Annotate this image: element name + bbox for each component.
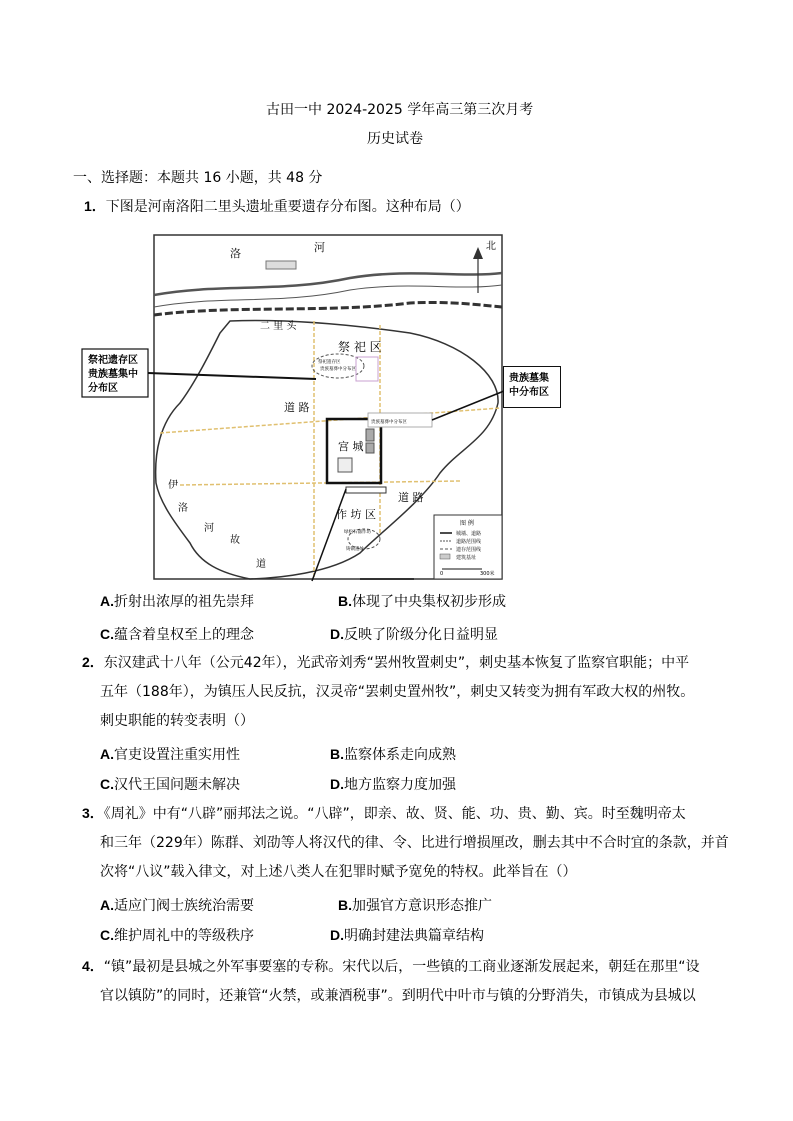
callout-left-line: 贵族墓集中 [88,369,138,380]
building-foundation [338,458,352,472]
option-letter: D. [330,927,344,943]
map-label-workshop-area: 作 坊 区 [336,508,376,521]
option-text: 适应门阀士族统治需要 [114,898,254,914]
question-text-line: “镇”最初是县城之外军事要塞的专称。宋代以后，一些镇的工商业逐渐发展起来，朝廷在那里“设 [103,959,700,975]
map-label-yi: 伊 [168,480,178,491]
option-letter: A. [100,897,114,913]
map-label-he-2: 河 [204,523,214,534]
option-letter: B. [338,593,352,609]
question-text-line: 官以镇防”的同时，还兼管“火禁，或兼酒税事”。到明代中叶市与镇的分野消失，市镇成为县城以 [100,988,696,1004]
map-label-ritual-area: 祭 祀 区 [338,340,382,354]
option-b[interactable] [338,895,492,915]
question-1-stem [84,192,470,222]
option-a[interactable] [100,591,254,611]
option-c[interactable] [100,925,254,945]
section-heading: 一、选择题：本题共 16 小题，共 48 分 [73,170,323,186]
map-label-road-1: 道 路 [284,401,310,414]
map-small-label: 铸铜遗址 [346,547,364,552]
option-d[interactable] [330,925,484,945]
question-text-line: 次将“八议”载入律文，对上述八类人在犯罪时赋予宽免的特权。此举旨在（） [100,864,577,880]
legend-item: 建筑基址 [456,555,477,561]
legend-swatch-building [440,554,450,559]
map-label-luo-2: 洛 [178,503,188,514]
callout-right-line: 中分布区 [509,387,549,398]
question-4-stem [82,952,700,1011]
question-number: 4． [82,958,104,974]
option-text: 汉代王国问题未解决 [114,777,240,793]
scale-start: 0 [440,571,444,577]
option-text: 官吏设置注重实用性 [114,747,240,763]
option-letter: A. [100,746,114,762]
question-text-line: 东汉建武十八年（公元42年），光武帝刘秀“罢州牧置刺史”，刺史基本恢复了监察官职能；中平 [103,655,690,671]
map-small-label: 贵族墓葬中分布区 [371,420,407,425]
workshop-wall [346,487,386,493]
map-label-luo: 洛 [230,247,241,260]
question-text-line: 五年（188年），为镇压人民反抗，汉灵帝“罢刺史置州牧”，刺史又转变为拥有军政大权的州牧。 [100,684,695,700]
option-text: 蕴含着皇权至上的理念 [114,627,254,643]
option-letter: C. [100,626,114,642]
map-label-dao: 道 [256,559,266,570]
map-small-label: 绿松石器作坊 [344,530,371,535]
question-text-line: 和三年（229年）陈群、刘劭等人将汉代的律、令、比进行增损厘改，删去其中不合时宜的条款，并首 [100,835,729,851]
option-letter: B. [330,746,344,762]
question-number: 1． [84,198,106,214]
callout-left-line: 祭祀遗存区 [88,355,138,366]
map-label-erlitou: 二 里 头 [260,321,297,332]
option-letter: C. [100,927,114,943]
question-number: 2． [82,654,104,670]
question-3-stem [82,799,729,887]
map-label-palace-city: 宫 城 [338,440,364,453]
map-label-he: 河 [314,241,325,254]
map-label-road-2: 道 路 [398,491,424,504]
option-text: 反映了阶级分化日益明显 [344,627,498,643]
legend-item: 城墙、道路 [456,531,482,537]
option-text: 加强官方意识形态推广 [352,898,492,914]
option-letter: D. [330,626,344,642]
option-text: 折射出浓厚的祖先崇拜 [114,594,254,610]
map-small-label: 贵族墓葬中分布区 [320,367,356,372]
option-letter: A. [100,593,114,609]
option-letter: D. [330,776,344,792]
option-b[interactable] [330,744,456,764]
option-text: 监察体系走向成熟 [344,747,456,763]
building-foundation [366,429,374,441]
option-text: 维护周礼中的等级秩序 [114,928,254,944]
option-a[interactable] [100,895,254,915]
legend-title: 图 例 [460,520,474,527]
option-letter: B. [338,897,352,913]
building-foundation [366,443,374,453]
option-c[interactable] [100,624,254,644]
erlitou-site-map [80,233,520,583]
callout-right-box [503,366,561,408]
legend-item: 道路范围线 [456,539,482,545]
option-text: 地方监察力度加强 [344,777,456,793]
railway-station [266,261,296,269]
option-text: 体现了中央集权初步形成 [352,594,506,610]
question-2-stem [82,648,694,736]
option-d[interactable] [330,774,456,794]
option-d[interactable] [330,624,498,644]
map-label-gu: 故 [230,535,240,546]
option-letter: C. [100,776,114,792]
option-text: 明确封建法典篇章结构 [344,928,484,944]
question-number: 3． [82,805,104,821]
question-text-line: 刺史职能的转变表明（） [100,713,254,729]
map-small-label: 祭祀遗存区 [318,360,341,365]
option-c[interactable] [100,774,240,794]
question-text-line: 《周礼》中有“八辟”丽邦法之说。“八辟”，即亲、故、贤、能、功、贵、勤、宾。时至魏明帝太 [103,806,686,822]
scale-end: 300米 [480,571,495,577]
north-label: 北 [486,241,496,252]
legend-item: 遗存范围线 [456,547,482,553]
callout-right-line: 贵族墓集 [509,373,549,384]
callout-left-line: 分布区 [88,383,118,394]
exam-title: 古田一中 2024-2025 学年高三第三次月考 [266,102,534,118]
exam-subtitle: 历史试卷 [367,131,423,147]
question-text: 下图是河南洛阳二里头遗址重要遗存分布图。这种布局（） [105,199,470,215]
option-b[interactable] [338,591,506,611]
option-a[interactable] [100,744,240,764]
